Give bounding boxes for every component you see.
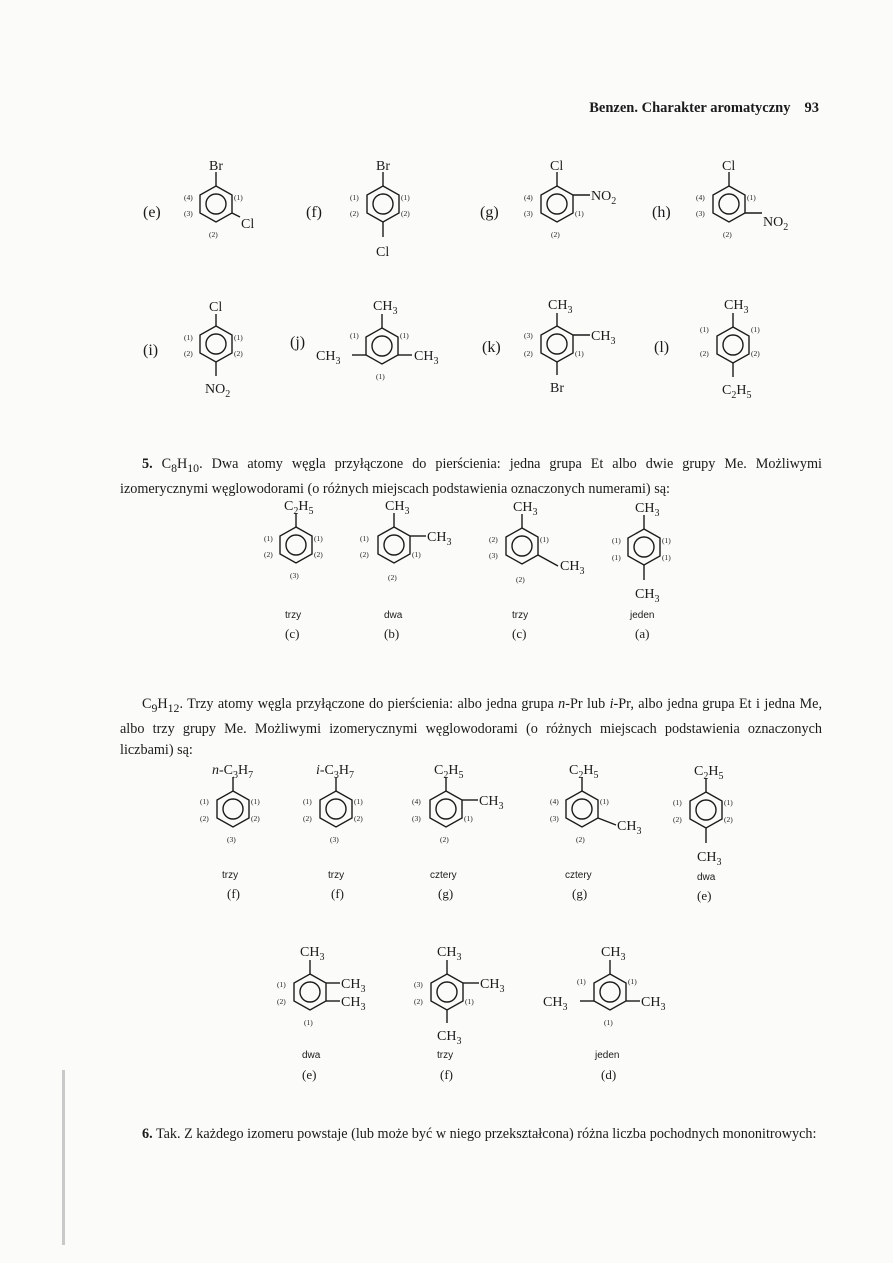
- section-text: . Dwa atomy węgla przyłączone do pierścienia: jedna grupa Et albo dwie grupy Me. Możliwymi izomerycznymi węglowodorami (o różnych miejscach podstawienia oznaczonych numerami) są:: [120, 456, 822, 498]
- header-title: Benzen. Charakter aromatyczny: [589, 100, 791, 116]
- substituent: $CH_3$: [548, 298, 573, 316]
- substituent: $CH_3$: [513, 500, 538, 518]
- compound-label: (h): [652, 204, 671, 221]
- position-number: (3): [524, 331, 533, 340]
- position-number: (1): [401, 193, 410, 202]
- position-number: (2): [303, 814, 312, 823]
- aromatic-circle: [719, 194, 739, 214]
- position-number: (2): [401, 209, 410, 218]
- position-number: (1): [234, 333, 243, 342]
- position-number: (1): [724, 798, 733, 807]
- aromatic-circle: [286, 535, 306, 555]
- position-number: (2): [440, 835, 449, 844]
- substituent: $CH_3$: [437, 945, 462, 963]
- position-number: (2): [277, 997, 286, 1006]
- substituent: Cl: [550, 159, 564, 174]
- compound-label: (e): [143, 204, 161, 221]
- substituent: $i-C_3H_7$: [316, 763, 355, 781]
- compound-label: (i): [143, 342, 159, 359]
- substituent: $CH_3$: [437, 1029, 462, 1047]
- aromatic-circle: [384, 535, 404, 555]
- isomer-c8h10-p-xylene: [612, 501, 671, 641]
- benzene-ring: [541, 186, 573, 222]
- substituent: Br: [550, 381, 564, 396]
- isomer-c9h12-2-ethyltoluene: [412, 763, 503, 901]
- position-number: (1): [465, 997, 474, 1006]
- position-number: (2): [264, 550, 273, 559]
- substituent: $CH_3$: [697, 850, 722, 868]
- substituent: $CH_3$: [316, 349, 341, 367]
- benzene-ring: [320, 791, 352, 827]
- substituent: Cl: [209, 300, 223, 315]
- substituent: $CH_3$: [641, 995, 666, 1013]
- substituent: $CH_3$: [479, 794, 504, 812]
- position-number: (3): [227, 835, 236, 844]
- isomer-count: dwa: [384, 610, 403, 621]
- benzene-ring: [280, 527, 312, 563]
- substituent: $CH_3$: [427, 530, 452, 548]
- substituent: Cl: [722, 159, 736, 174]
- benzene-ring: [717, 327, 749, 363]
- isomer-count: trzy: [512, 610, 529, 621]
- substituent: $C_2H_5$: [694, 764, 724, 782]
- compound-letter: (g): [572, 886, 588, 901]
- position-number: (1): [747, 193, 756, 202]
- benzene-ring: [217, 791, 249, 827]
- position-number: (1): [612, 536, 621, 545]
- structure-e: [143, 159, 254, 239]
- page-number: 93: [804, 100, 819, 116]
- section-number: 5.: [142, 456, 153, 473]
- aromatic-circle: [300, 982, 320, 1002]
- aromatic-circle: [547, 334, 567, 354]
- position-number: (2): [251, 814, 260, 823]
- aromatic-circle: [373, 194, 393, 214]
- substituent: $CH_3$: [300, 945, 325, 963]
- structure-j: [290, 299, 438, 381]
- position-number: (1): [277, 980, 286, 989]
- position-number: (3): [414, 980, 423, 989]
- substituent: $CH_3$: [635, 501, 660, 519]
- benzene-ring: [690, 792, 722, 828]
- isomer-c8h10-ethylbenzene: [264, 499, 323, 641]
- aromatic-circle: [547, 194, 567, 214]
- position-number: (3): [524, 209, 533, 218]
- benzene-ring: [366, 328, 398, 364]
- isomer-c9h12-isopropylbenzene: [303, 763, 363, 901]
- position-number: (1): [600, 797, 609, 806]
- position-number: (1): [700, 325, 709, 334]
- position-number: (1): [303, 797, 312, 806]
- position-number: (2): [524, 349, 533, 358]
- position-number: (2): [414, 997, 423, 1006]
- isomer-count: dwa: [302, 1050, 321, 1061]
- position-number: (1): [251, 797, 260, 806]
- substituent: $C_2H_5$: [569, 763, 599, 781]
- substituent: $CH_3$: [543, 995, 568, 1013]
- substituent: $CH_3$: [385, 499, 410, 517]
- compound-label: (l): [654, 339, 670, 356]
- benzene-ring: [541, 326, 573, 362]
- position-number: (2): [388, 573, 397, 582]
- formula: $C_8H_{10}$: [161, 456, 200, 476]
- benzene-ring: [713, 186, 745, 222]
- position-number: (1): [350, 193, 359, 202]
- position-number: (2): [314, 550, 323, 559]
- compound-letter: (c): [512, 626, 527, 641]
- compound-label: (k): [482, 339, 501, 356]
- substituent: $CH_3$: [373, 299, 398, 317]
- aromatic-circle: [326, 799, 346, 819]
- compound-letter: (e): [697, 888, 712, 903]
- benzene-ring: [200, 186, 232, 222]
- benzene-ring: [378, 527, 410, 563]
- position-number: (3): [184, 209, 193, 218]
- formula: $C_9H_{12}$: [142, 696, 180, 716]
- benzene-ring: [294, 974, 326, 1010]
- isomer-c9h12-3-ethyltoluene: [550, 763, 641, 901]
- substituent: $CH_3$: [341, 995, 366, 1013]
- position-number: (2): [234, 349, 243, 358]
- position-number: (1): [412, 550, 421, 559]
- position-number: (3): [412, 814, 421, 823]
- isomer-count: trzy: [437, 1050, 454, 1061]
- benzene-ring: [566, 791, 598, 827]
- position-number: (2): [751, 349, 760, 358]
- aromatic-circle: [572, 799, 592, 819]
- position-number: (1): [612, 553, 621, 562]
- position-number: (2): [724, 815, 733, 824]
- position-number: (3): [696, 209, 705, 218]
- c9h12-paragraph: $C_9H_{12}$. Trzy atomy węgla przyłączone do pierścienia: albo jedna grupa n-Pr lub i-Pr, albo jedna grupa Et i jedna Me, albo trzy grupy Me. Możliwymi izomerycznymi węglowodorami (o różnych miejscach podstawienia oznaczonych liczbami) są:: [120, 696, 823, 759]
- isomer-count: trzy: [222, 870, 239, 881]
- isomer-count: cztery: [565, 870, 592, 881]
- compound-letter: (f): [227, 886, 240, 901]
- structure-g: [480, 159, 616, 239]
- substituent: Br: [209, 159, 223, 174]
- substituent: $CH_3$: [601, 945, 626, 963]
- aromatic-circle: [723, 335, 743, 355]
- isomer-c9h12-n-propylbenzene: [200, 763, 260, 901]
- position-number: (1): [662, 553, 671, 562]
- compound-letter: (a): [635, 626, 650, 641]
- structure-h: [652, 159, 788, 239]
- position-number: (1): [234, 193, 243, 202]
- substituent: $CH_3$: [591, 329, 616, 347]
- position-number: (1): [673, 798, 682, 807]
- isomer-count: cztery: [430, 870, 457, 881]
- position-number: (2): [723, 230, 732, 239]
- position-number: (1): [360, 534, 369, 543]
- section-text: Tak. Z każdego izomeru powstaje (lub może być w niego przekształcona) różna liczba pochodnych mononitrowych:: [155, 1126, 817, 1143]
- position-number: (1): [304, 1018, 313, 1027]
- position-number: (1): [264, 534, 273, 543]
- position-number: (3): [489, 551, 498, 560]
- section-5-paragraph: [120, 454, 822, 500]
- position-number: (2): [673, 815, 682, 824]
- position-number: (1): [400, 331, 409, 340]
- position-number: (1): [184, 333, 193, 342]
- position-number: (1): [575, 349, 584, 358]
- substituent: $CH_3$: [724, 298, 749, 316]
- compound-letter: (g): [438, 886, 454, 901]
- benzene-ring: [430, 791, 462, 827]
- position-number: (2): [200, 814, 209, 823]
- aromatic-circle: [206, 194, 226, 214]
- structure-l: [654, 298, 760, 401]
- compound-letter: (d): [601, 1067, 617, 1082]
- position-number: (1): [464, 814, 473, 823]
- position-number: (1): [604, 1018, 613, 1027]
- aromatic-circle: [437, 982, 457, 1002]
- position-number: (4): [524, 193, 533, 202]
- substituent: $NO_2$: [205, 382, 231, 400]
- aromatic-circle: [600, 982, 620, 1002]
- position-number: (1): [577, 977, 586, 986]
- isomer-count: trzy: [328, 870, 345, 881]
- isomer-c8h10-m-xylene: [489, 500, 584, 641]
- position-number: (1): [628, 977, 637, 986]
- structure-k: [482, 298, 615, 396]
- substituent: Br: [376, 159, 390, 174]
- compound-label: (f): [306, 204, 322, 221]
- substituent: Cl: [376, 245, 390, 260]
- substituent: $n-C_3H_7$: [212, 763, 254, 781]
- position-number: (3): [550, 814, 559, 823]
- compound-letter: (f): [440, 1067, 453, 1082]
- isomer-c8h10-o-xylene: [360, 499, 451, 641]
- aromatic-circle: [634, 537, 654, 557]
- aromatic-circle: [696, 800, 716, 820]
- position-number: (1): [350, 331, 359, 340]
- position-number: (1): [751, 325, 760, 334]
- position-number: (4): [184, 193, 193, 202]
- section-number: 6.: [142, 1126, 153, 1143]
- benzene-ring: [431, 974, 463, 1010]
- structure-i: [143, 300, 243, 400]
- substituent: $CH_3$: [414, 349, 439, 367]
- isomer-count: jeden: [630, 610, 655, 621]
- position-number: (2): [700, 349, 709, 358]
- position-number: (2): [360, 550, 369, 559]
- position-number: (1): [376, 372, 385, 381]
- substituent: $CH_3$: [635, 587, 660, 605]
- substituent: $NO_2$: [591, 189, 617, 207]
- isomer-c9h12-pseudocumene: [414, 945, 504, 1082]
- position-number: (2): [576, 835, 585, 844]
- position-number: (2): [209, 230, 218, 239]
- position-number: (1): [575, 209, 584, 218]
- isomer-count: jeden: [595, 1050, 620, 1061]
- position-number: (3): [290, 571, 299, 580]
- position-number: (2): [184, 349, 193, 358]
- section-6-paragraph: [120, 1124, 822, 1145]
- substituent: $NO_2$: [763, 215, 789, 233]
- position-number: (2): [551, 230, 560, 239]
- position-number: (1): [314, 534, 323, 543]
- position-number: (1): [662, 536, 671, 545]
- compound-letter: (b): [384, 626, 400, 641]
- position-number: (2): [489, 535, 498, 544]
- benzene-ring: [628, 529, 660, 565]
- isomer-count: trzy: [285, 610, 302, 621]
- substituent: $CH_3$: [341, 977, 366, 995]
- substituent: $CH_3$: [617, 819, 642, 837]
- position-number: (4): [412, 797, 421, 806]
- aromatic-circle: [436, 799, 456, 819]
- structure-f: [306, 159, 410, 260]
- substituent: $C_2H_5$: [284, 499, 314, 517]
- aromatic-circle: [223, 799, 243, 819]
- substituent: $C_2H_5$: [722, 383, 752, 401]
- position-number: (1): [200, 797, 209, 806]
- isomer-count: dwa: [697, 872, 716, 883]
- benzene-ring: [367, 186, 399, 222]
- aromatic-circle: [512, 536, 532, 556]
- position-number: (1): [540, 535, 549, 544]
- position-number: (2): [354, 814, 363, 823]
- aromatic-circle: [372, 336, 392, 356]
- compound-label: (g): [480, 204, 499, 221]
- substituent: $CH_3$: [480, 977, 505, 995]
- position-number: (4): [550, 797, 559, 806]
- position-number: (4): [696, 193, 705, 202]
- position-number: (1): [354, 797, 363, 806]
- compound-label: (j): [290, 334, 306, 351]
- isomer-c9h12-hemimellitene: [277, 945, 365, 1082]
- isomer-c9h12-mesitylene: [543, 945, 665, 1082]
- compound-letter: (c): [285, 626, 300, 641]
- compound-letter: (f): [331, 886, 344, 901]
- aromatic-circle: [206, 334, 226, 354]
- position-number: (2): [350, 209, 359, 218]
- position-number: (3): [330, 835, 339, 844]
- benzene-ring: [506, 528, 538, 564]
- substituent: $CH_3$: [560, 559, 585, 577]
- substituent: Cl: [241, 217, 255, 232]
- isomer-c9h12-4-ethyltoluene: [673, 764, 733, 903]
- substituent: $C_2H_5$: [434, 763, 464, 781]
- benzene-ring: [200, 326, 232, 362]
- position-number: (2): [516, 575, 525, 584]
- compound-letter: (e): [302, 1067, 317, 1082]
- benzene-ring: [594, 974, 626, 1010]
